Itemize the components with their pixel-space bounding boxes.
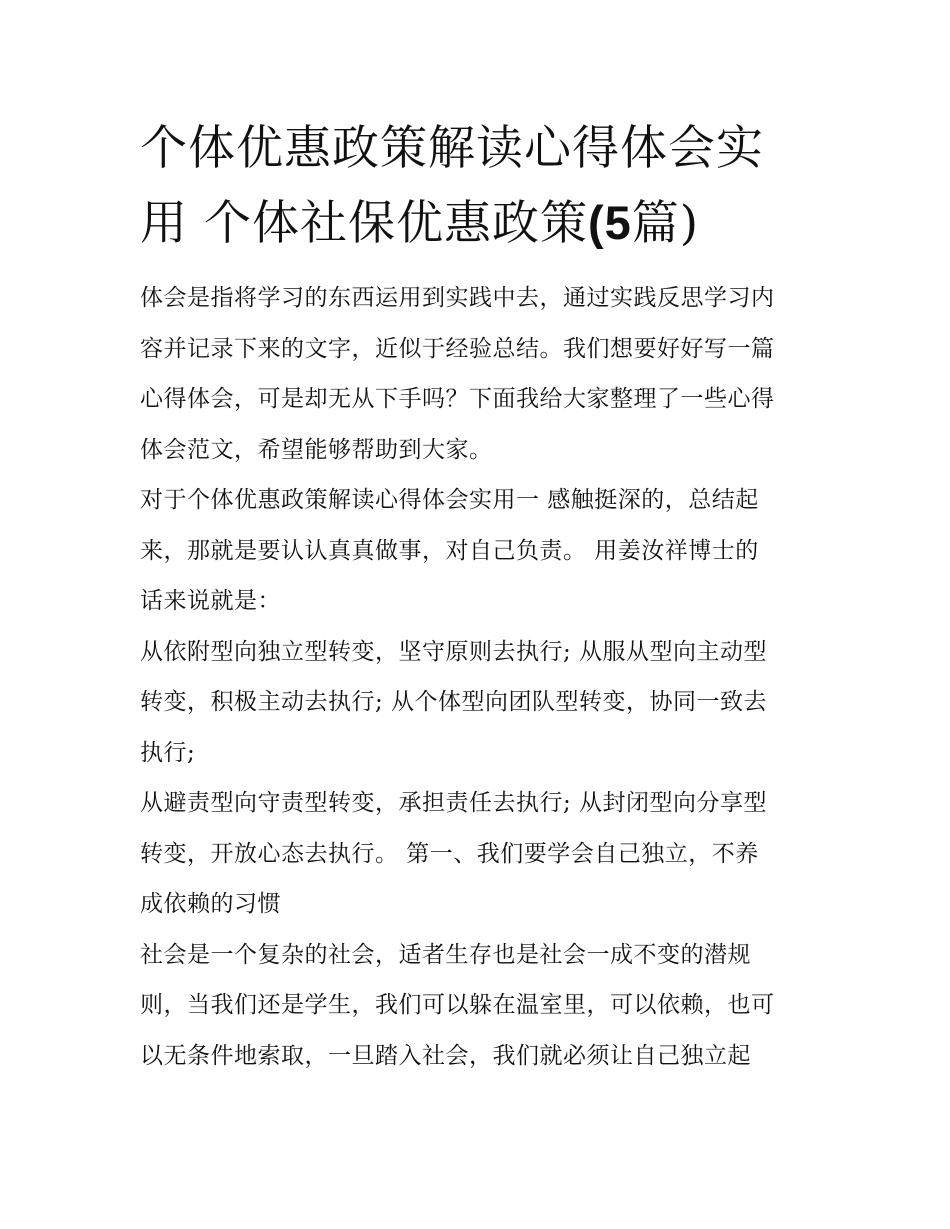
title-count: (5 [587, 196, 632, 249]
paragraph-line: 成依赖的习惯 [140, 891, 281, 917]
paragraph-line: 从避责型向守责型转变，承担责任去执行; 从封闭型向分享型 [140, 790, 768, 816]
title-line-1: 个体优惠政策解读心得体会实 [140, 121, 764, 176]
paragraph-line: 来，那就是要认认真真做事，对自己负责。 用姜汝祥博士的 [140, 537, 759, 564]
document-page [140, 112, 815, 1081]
paragraph-line: 心得体会，可是却无从下手吗？下面我给大家整理了一些心得 [140, 386, 775, 412]
title-suffix: 篇) [631, 196, 700, 251]
paragraph-transformations-1 [140, 627, 815, 779]
title-line-2 [140, 186, 815, 261]
paragraph-society [140, 930, 815, 1082]
paragraph-line: 以无条件地索取，一旦踏入社会，我们就必须让自己独立起 [140, 1042, 751, 1069]
paragraph-line: 社会是一个复杂的社会，适者生存也是社会一成不变的潜规 [140, 941, 751, 968]
paragraph-line: 则，当我们还是学生，我们可以躲在温室里，可以依赖，也可 [140, 992, 775, 1018]
document-title [140, 112, 815, 261]
paragraph-line: 体会是指将学习的东西运用到实践中去，通过实践反思学习内 [140, 285, 775, 311]
paragraph-line: 容并记录下来的文字，近似于经验总结。我们想要好好写一篇 [140, 335, 775, 362]
paragraph-intro [140, 273, 815, 475]
paragraph-line: 从依附型向独立型转变，坚守原则去执行; 从服从型向主动型 [140, 638, 768, 665]
paragraph-line: 话来说就是： [140, 588, 281, 614]
paragraph-line: 体会范文，希望能够帮助到大家。 [140, 436, 493, 463]
paragraph-line: 转变，积极主动去执行; 从个体型向团队型转变，协同一致去 [140, 689, 768, 715]
paragraph-line: 转变，开放心态去执行。 第一、我们要学会自己独立，不养 [140, 840, 759, 867]
title-line-2-text: 用 个体社保优惠政策 [140, 196, 588, 251]
paragraph-line: 对于个体优惠政策解读心得体会实用一 感触挺深的，总结起 [140, 487, 759, 513]
paragraph-transformations-2 [140, 778, 815, 930]
paragraph-line: 执行; [140, 739, 196, 766]
paragraph-summary [140, 475, 815, 627]
